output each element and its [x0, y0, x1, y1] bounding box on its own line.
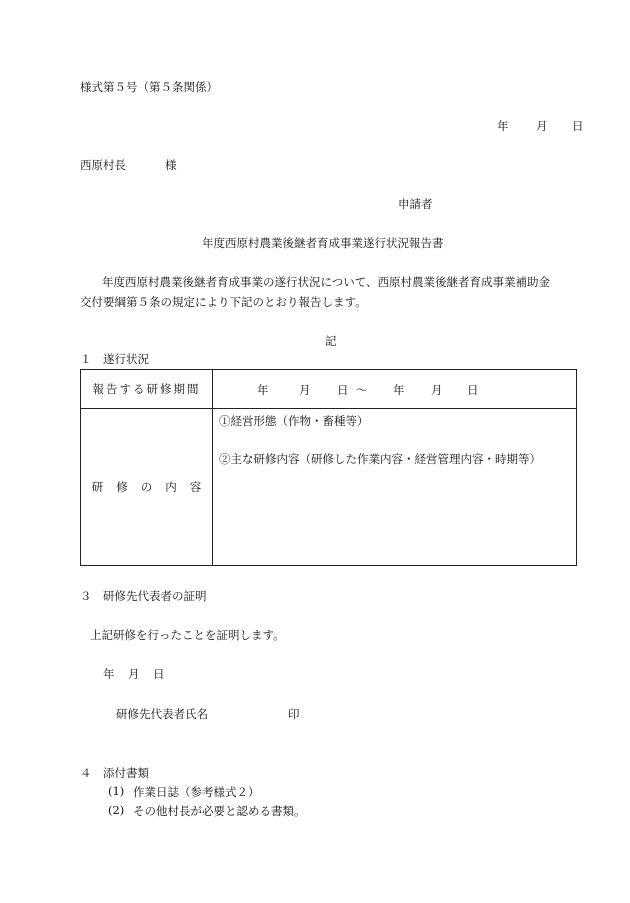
certify-text: 上記研修を行ったことを証明します。 [90, 628, 285, 642]
period-end-day: 日 [467, 383, 479, 397]
body-line-2: 交付要綱第５条の規定により下記のとおり報告します。 [80, 295, 367, 309]
period-end-year: 年 [393, 383, 405, 397]
section-3-number: ３ [80, 589, 92, 603]
content-cell [213, 409, 577, 566]
status-table [80, 369, 577, 566]
cert-date-day: 日 [153, 667, 165, 681]
period-end-month: 月 [431, 383, 443, 397]
ki-mark: 記 [325, 334, 337, 348]
report-title: 年度西原村農業後継者育成事業遂行状況報告書 [202, 236, 444, 250]
attachment-2-num: (2) [108, 803, 125, 817]
date-year: 年 [497, 119, 509, 133]
period-start-day: 日 [337, 383, 349, 397]
table-row-content [81, 409, 577, 566]
attachment-1-text: 作業日誌（参考様式２） [133, 785, 260, 799]
content-label-char-1: 研 [91, 480, 104, 494]
period-label: 報告する研修期間 [81, 370, 213, 409]
table-row-period [81, 370, 577, 409]
content-item-2: ②主な研修内容（研修した作業内容・経営管理内容・時期等） [219, 452, 541, 466]
period-start-month: 月 [299, 383, 311, 397]
section-1-title: 遂行状況 [103, 352, 149, 366]
applicant-label: 申請者 [398, 197, 433, 211]
content-item-1: ①経営形態（作物・畜種等） [219, 414, 369, 428]
date-month: 月 [536, 119, 548, 133]
seal-mark: 印 [288, 707, 300, 721]
content-label-char-4: 内 [165, 480, 177, 494]
section-4-title: 添付書類 [103, 766, 149, 780]
attachment-1-num: (1) [108, 784, 125, 798]
addressee-honorific: 様 [165, 158, 177, 172]
rep-name-label: 研修先代表者氏名 [116, 707, 208, 721]
content-label-char-3: の [140, 480, 153, 494]
addressee-name: 西原村長 [80, 158, 126, 172]
form-number: 様式第５号（第５条関係） [80, 80, 218, 94]
cert-date-year: 年 [103, 667, 115, 681]
date-line [497, 118, 509, 134]
section-4-number: ４ [80, 766, 92, 780]
period-tilde: ～ [356, 383, 368, 397]
attachment-2-text: その他村長が必要と認める書類。 [133, 804, 306, 818]
period-cell [213, 370, 577, 409]
period-start-year: 年 [257, 383, 269, 397]
body-line-1: 年度西原村農業後継者育成事業の遂行状況について、西原村農業後継者育成事業補助金 [102, 275, 551, 289]
content-label [81, 409, 213, 566]
section-1-number: １ [80, 352, 92, 366]
section-3-title: 研修先代表者の証明 [103, 589, 207, 603]
date-day: 日 [572, 119, 584, 133]
cert-date-month: 月 [128, 667, 140, 681]
content-label-char-2: 修 [116, 480, 128, 494]
content-label-char-5: 容 [189, 480, 202, 494]
